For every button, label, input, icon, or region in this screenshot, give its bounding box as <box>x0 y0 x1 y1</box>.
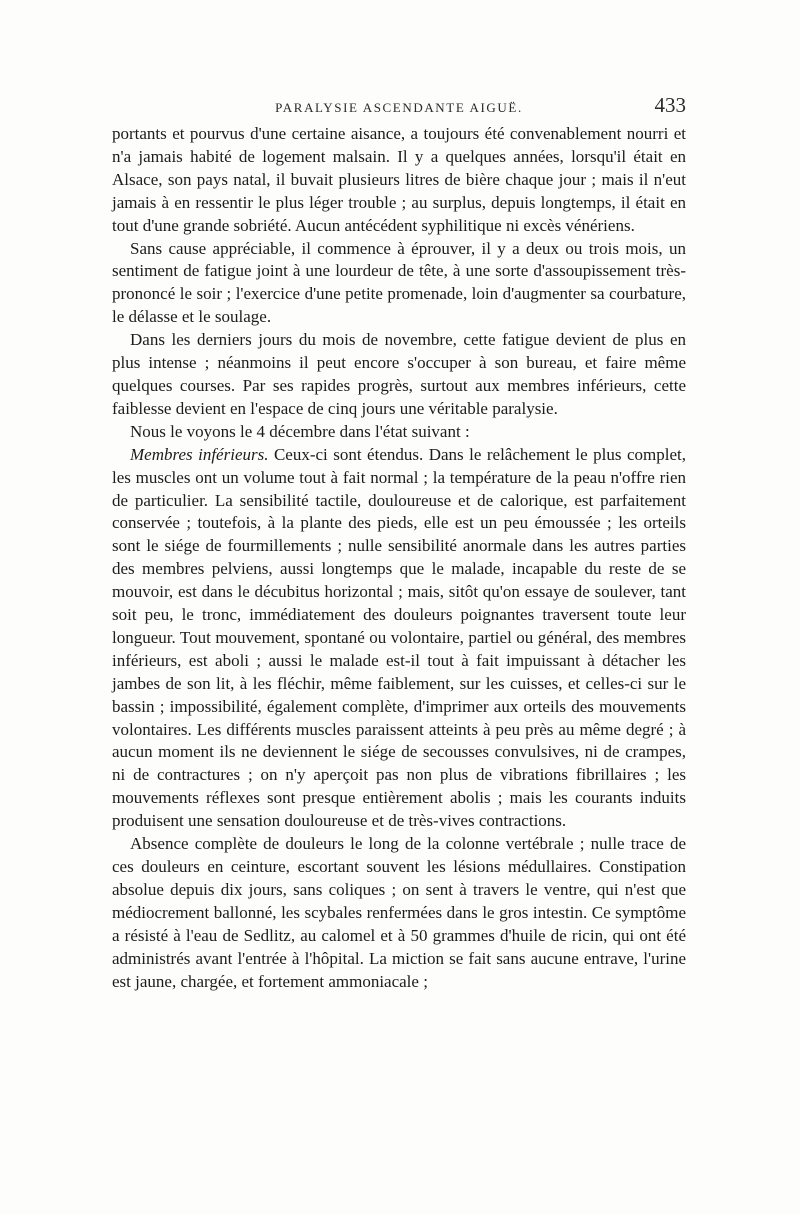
paragraph-text: Sans cause appréciable, il commence à éprouver, il y a deux ou trois mois, un sentiment de fatigue joint à une lourdeur de tête, à une sorte d'assoupissement très-prononcé le soir ; l'exercice d'une petite promenade, loin d'augmenter sa courbature, le délasse et le soulage. <box>112 238 686 327</box>
paragraph-continuation <box>112 123 686 238</box>
paragraph-spine-digestion <box>112 833 686 993</box>
running-title: PARALYSIE ASCENDANTE AIGUË. <box>275 100 523 115</box>
paragraph-progression <box>112 329 686 421</box>
page-number: 433 <box>654 93 686 117</box>
paragraph-text: portants et pourvus d'une certaine aisance, a toujours été convenablement nourri et n'a jamais habité de logement malsain. Il y a quelques années, lorsqu'il était en Alsace, son pays natal, il buvait plusieurs litres de bière chaque jour ; mais il n'eut jamais à en ressentir le plus léger trouble ; au surplus, depuis longtemps, il était en tout d'une grande sobriété. Aucun antécédent syphilitique ni excès vénériens. <box>112 124 686 235</box>
paragraph-text: Dans les derniers jours du mois de novembre, cette fatigue devient de plus en plus intense ; néanmoins il peut encore s'occuper à son bureau, et faire même quelques courses. Par ses rapides progrès, surtout aux membres inférieurs, cette faiblesse devient en l'espace de cinq jours une véritable paralysie. <box>112 330 686 418</box>
paragraph-text: Nous le voyons le 4 décembre dans l'état suivant : <box>130 421 470 441</box>
book-page <box>112 93 686 993</box>
paragraph-text: Absence complète de douleurs le long de la colonne vertébrale ; nulle trace de ces douleurs en ceinture, escortant souvent les lésions médullaires. Constipation absolue depuis dix jours, sans coliques ; on sent à travers le ventre, qui n'est que médiocrement ballonné, les scybales renfermées dans le gros intestin. Ce symptôme a résisté à l'eau de Sedlitz, au calomel et à 50 grammes d'huile de ricin, qui ont été administrés avant l'entrée à l'hôpital. La miction se fait sans aucune entrave, l'urine est jaune, chargée, et fortement ammoniacale ; <box>112 834 686 991</box>
paragraph-rubric: Membres inférieurs. <box>130 444 269 464</box>
paragraph-onset <box>112 238 686 330</box>
paragraph-lower-limbs <box>112 444 686 833</box>
paragraph-text: Ceux-ci sont étendus. Dans le relâchement le plus complet, les muscles ont un volume tout à fait normal ; la température de la peau n'offre rien de particulier. La sensibilité tactile, douloureuse et de calorique, est parfaitement conservée ; toutefois, à la plante des pieds, elle est un peu émoussée ; les orteils sont le siége de fourmillements ; nulle sensibilité anormale dans les autres parties des membres pelviens, aussi longtemps que le malade, incapable du reste de se mouvoir, est dans le décubitus horizontal ; mais, sitôt qu'on essaye de soulever, tant soit peu, le tronc, immédiatement des douleurs poignantes traversent toute leur longueur. Tout mouvement, spontané ou volontaire, partiel ou général, des membres inférieurs, est aboli ; aussi le malade est-il tout à fait impuissant à détacher les jambes de son lit, à les fléchir, même faiblement, sur les cuisses, et celles-ci sur le bassin ; impossibilité, également complète, d'imprimer aux orteils des mouvements volontaires. Les différents muscles paraissent atteints à peu près au même degré ; à aucun moment ils ne deviennent le siége de secousses convulsives, ni de crampes, ni de contractures ; on n'y aperçoit pas non plus de vibrations fibrillaires ; les mouvements réflexes sont presque entièrement abolis ; mais les courants induits produisent une sensation douloureuse et de très-vives contractions. <box>112 444 686 831</box>
running-head <box>112 93 686 121</box>
body-text <box>112 123 686 993</box>
paragraph-examination-date <box>112 421 686 444</box>
